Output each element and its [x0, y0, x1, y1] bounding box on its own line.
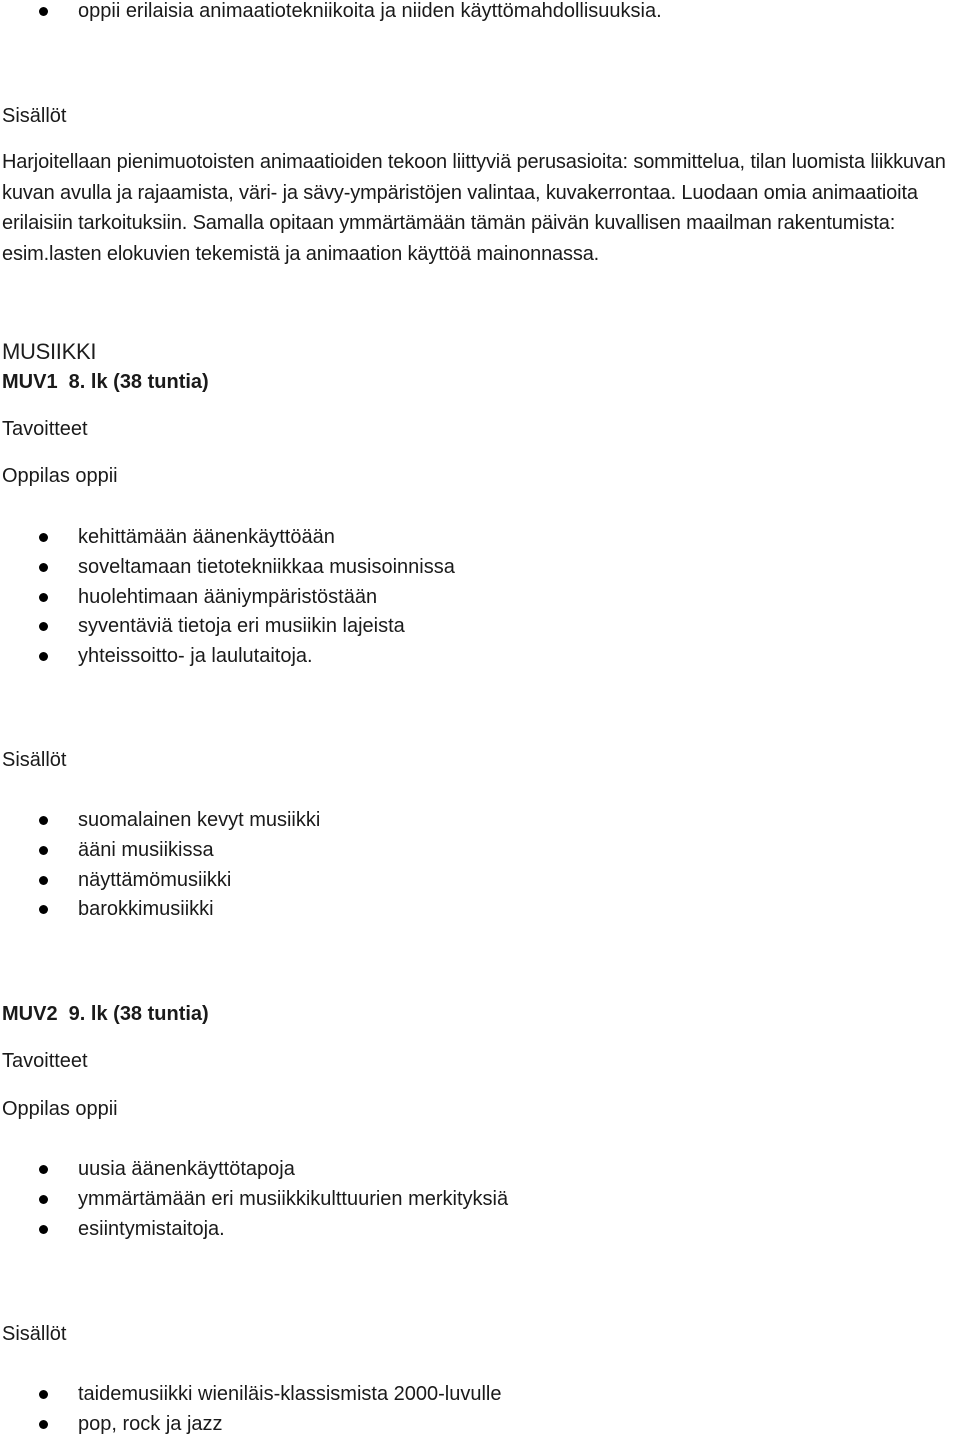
list-item: esiintymistaitoja. [0, 1215, 508, 1245]
list-item: taidemusiikki wieniläis-klassismista 2000-luvulle [0, 1380, 502, 1410]
subject-heading: MUSIIKKI [2, 339, 97, 364]
bullet-icon [39, 593, 48, 602]
oppilas-oppii-label: Oppilas oppii [2, 1098, 118, 1120]
muv1-goal-list [0, 523, 455, 672]
course-title-muv2: MUV2 9. lk (38 tuntia) [2, 1003, 209, 1025]
list-item-text: oppii erilaisia animaatiotekniikoita ja niiden käyttömahdollisuuksia. [78, 0, 662, 22]
bullet-icon [39, 533, 48, 542]
bullet-icon [39, 1420, 48, 1429]
list-item: yhteissoitto- ja laulutaitoja. [0, 642, 455, 672]
bullet-icon [39, 652, 48, 661]
bullet-icon [39, 905, 48, 914]
bullet-icon [39, 846, 48, 855]
continued-goal-list [0, 0, 662, 27]
list-item: ääni musiikissa [0, 836, 320, 866]
bullet-icon [39, 7, 48, 16]
list-item: pop, rock ja jazz [0, 1410, 502, 1440]
muv1-content-list [0, 806, 320, 925]
bullet-icon [39, 816, 48, 825]
content-paragraph: Harjoitellaan pienimuotoisten animaatioiden tekoon liittyviä perusasioita: sommittelua, tilan luomista liikkuvan kuvan avulla ja rajaamista, väri- ja sävy-ympäristöjen valintaa, kuvakerrontaa. Luodaan omia animaatioita erilaisiin tarkoituksiin. Samalla opitaan ymmärtämään tämän päivän kuvallisen maailman rakentumista: esim.lasten elokuvien tekemistä ja animaation käyttöä mainonnassa. [2, 151, 946, 265]
section-label-tavoitteet: Tavoitteet [2, 418, 88, 440]
list-item: huolehtimaan ääniympäristöstään [0, 583, 455, 613]
section-label-tavoitteet: Tavoitteet [2, 1050, 88, 1072]
bullet-icon [39, 563, 48, 572]
list-item: näyttämömusiikki [0, 866, 320, 896]
oppilas-oppii-label: Oppilas oppii [2, 465, 118, 487]
list-item: suomalainen kevyt musiikki [0, 806, 320, 836]
section-label-sisallot: Sisällöt [2, 749, 67, 771]
bullet-icon [39, 876, 48, 885]
list-item [0, 0, 662, 27]
list-item: soveltamaan tietotekniikkaa musisoinnissa [0, 553, 455, 583]
bullet-icon [39, 1390, 48, 1399]
course-title-muv1: MUV1 8. lk (38 tuntia) [2, 371, 209, 393]
list-item: ymmärtämään eri musiikkikulttuurien merkityksiä [0, 1185, 508, 1215]
bullet-icon [39, 1165, 48, 1174]
muv2-goal-list [0, 1155, 508, 1244]
section-label-sisallot: Sisällöt [2, 105, 67, 127]
list-item: uusia äänenkäyttötapoja [0, 1155, 508, 1185]
list-item: kehittämään äänenkäyttöään [0, 523, 455, 553]
list-item: barokkimusiikki [0, 895, 320, 925]
bullet-icon [39, 1225, 48, 1234]
list-item: syventäviä tietoja eri musiikin lajeista [0, 612, 455, 642]
bullet-icon [39, 1195, 48, 1204]
muv2-content-list [0, 1380, 502, 1440]
section-label-sisallot: Sisällöt [2, 1323, 67, 1345]
bullet-icon [39, 622, 48, 631]
